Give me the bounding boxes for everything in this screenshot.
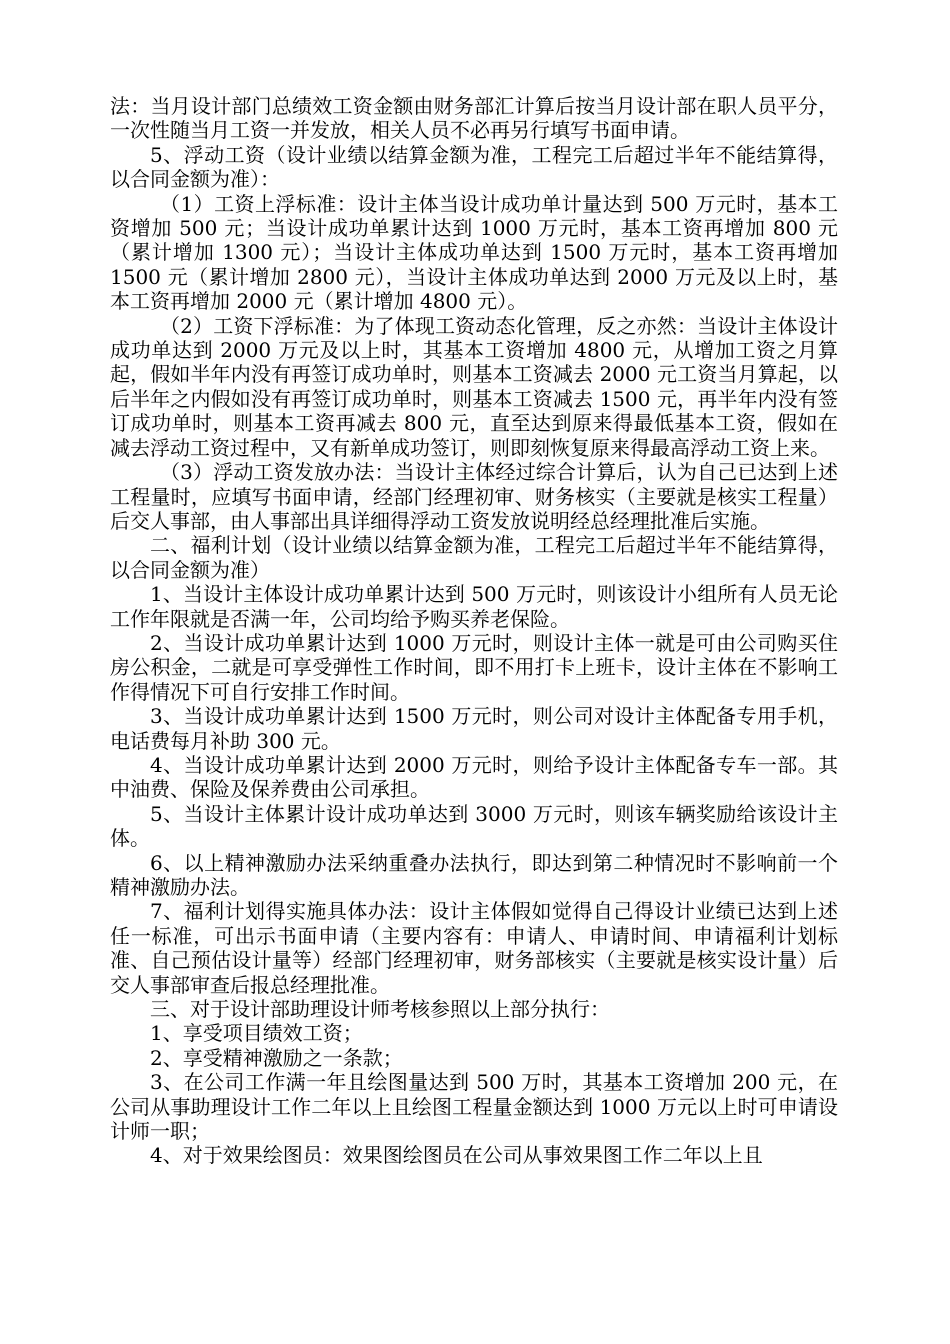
section-heading: 二、福利计划（设计业绩以结算金额为准，工程完工后超过半年不能结算得，以合同金额为准） [110,533,838,582]
paragraph: 4、当设计成功单累计达到 2000 万元时，则给予设计主体配备专车一部。其中油费、保险及保养费由公司承担。 [110,752,838,802]
paragraph: 6、以上精神激励办法采纳重叠办法执行，即达到第二种情况时不影响前一个精神激励办法。 [110,850,838,899]
paragraph: 5、当设计主体累计设计成功单达到 3000 万元时，则该车辆奖励给该设计主体。 [110,801,838,851]
paragraph: 7、福利计划得实施具体办法：设计主体假如觉得自己得设计业绩已达到上述任一标准，可出示书面申请（主要内容有：申请人、申请时间、申请福利计划标准、自己预估设计量等）经部门经理初审，财务部核实（主要就是核实设计量）后交人事部审查后报总经理批准。 [110,899,838,997]
paragraph: 2、当设计成功单累计达到 1000 万元时，则设计主体一就是可由公司购买住房公积金，二就是可享受弹性工作时间，即不用打卡上班卡，设计主体在不影响工作得情况下可自行安排工作时间。 [110,630,838,704]
paragraph: （2）工资下浮标准：为了体现工资动态化管理，反之亦然：当设计主体设计成功单达到 2000 万元及以上时，其基本工资增加 4800 元，从增加工资之月算起，假如半年内没有再签订成功单时，则基本工资减去 2000 元工资当月算起，以后半年之内假如没有再签订成功单时，则基本工资减去 1500 元，再半年内没有签订成功单时，则基本工资再减去 800 元，直至达到原来得最低基本工资，假如在减去浮动工资过程中，又有新单成功签订，则即刻恢复原来得最高浮动工资上来。 [110,313,838,460]
paragraph: 1、享受项目绩效工资； [150,1021,363,1046]
paragraph: （1）工资上浮标准：设计主体当设计成功单计量达到 500 万元时，基本工资增加 500 元；当设计成功单累计达到 1000 万元时，基本工资再增加 800 元（累计增加 1300 元）；当设计主体成功单达到 1500 万元时，基本工资再增加 1500 元（累计增加 2800 元），当设计主体成功单达到 2000 万元及以上时，基本工资再增加 2000 元（累计增加 4800 元）。 [110,191,838,314]
paragraph: 法：当月设计部门总绩效工资金额由财务部汇计算后按当月设计部在职人员平分，一次性随当月工资一并发放，相关人员不必再另行填写书面申请。 [110,94,838,143]
paragraph: 2、享受精神激励之一条款； [150,1045,403,1070]
document-body [110,94,838,1168]
paragraph: 3、在公司工作满一年且绘图量达到 500 万时，其基本工资增加 200 元，在公司从事助理设计工作二年以上且绘图工程量金额达到 1000 万元以上时可申请设计师一职； [110,1070,838,1144]
paragraph: 1、当设计主体设计成功单累计达到 500 万元时，则该设计小组所有人员无论工作年限就是否满一年，公司均给予购买养老保险。 [110,582,838,631]
paragraph: 5、浮动工资（设计业绩以结算金额为准，工程完工后超过半年不能结算得，以合同金额为准）： [110,142,838,192]
paragraph: 4、对于效果绘图员：效果图绘图员在公司从事效果图工作二年以上且 [150,1143,763,1168]
paragraph: （3）浮动工资发放办法：当设计主体经过综合计算后，认为自己已达到上述工程量时，应填写书面申请，经部门经理初审、财务核实（主要就是核实工程量）后交人事部，由人事部出具详细得浮动工资发放说明经总经理批准后实施。 [110,460,838,533]
section-heading: 三、对于设计部助理设计师考核参照以上部分执行： [150,997,610,1022]
paragraph: 3、当设计成功单累计达到 1500 万元时，则公司对设计主体配备专用手机，电话费每月补助 300 元。 [110,704,838,753]
